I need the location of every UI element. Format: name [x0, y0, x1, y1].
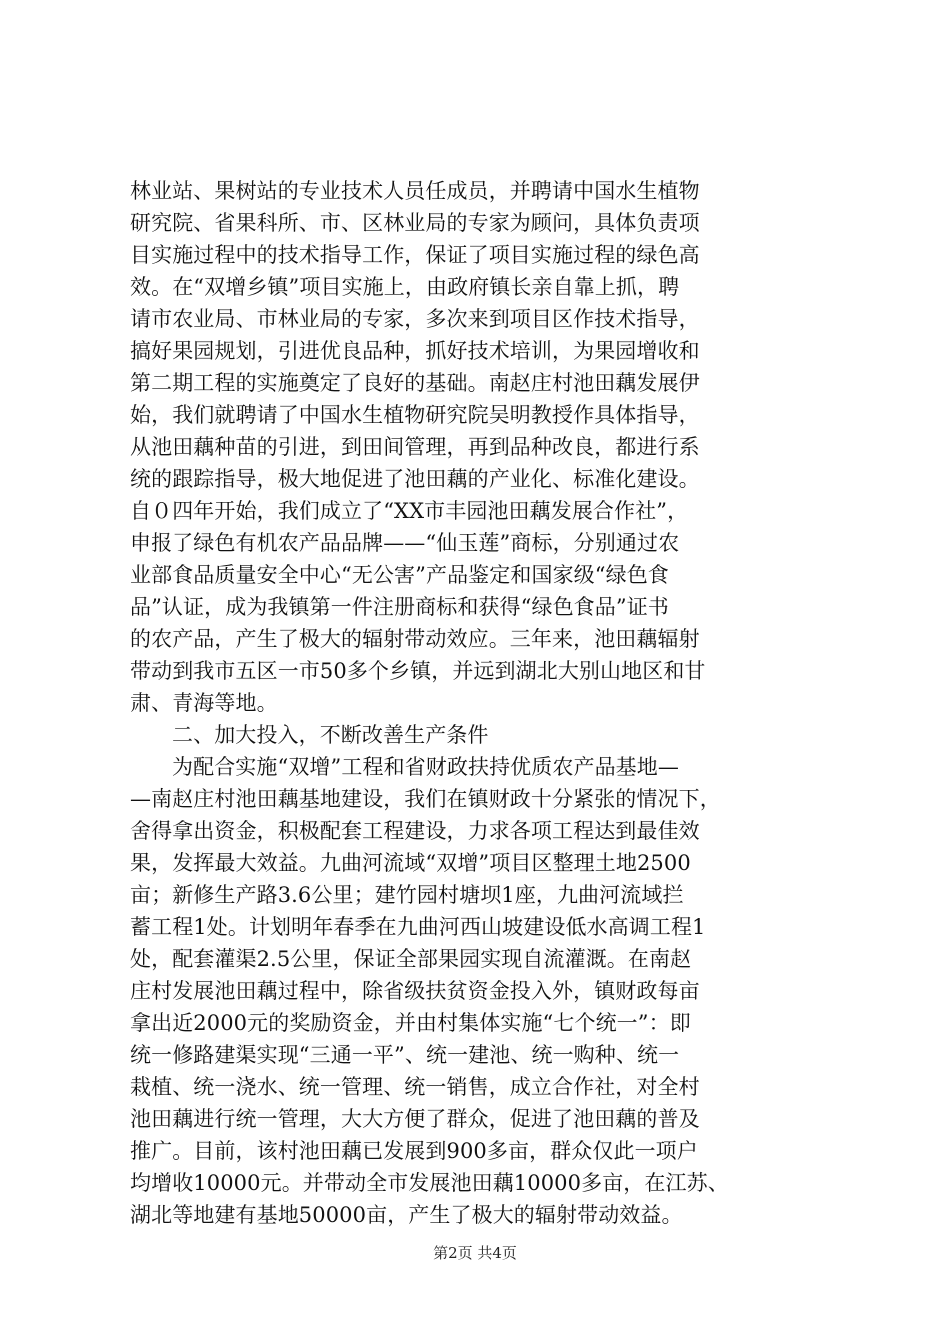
text-line: 的农产品，产生了极大的辐射带动效应。三年来，池田藕辐射: [130, 627, 700, 651]
text-line: 蓄工程1处。计划明年春季在九曲河西山坡建设低水高调工程1: [130, 915, 706, 939]
text-line: 统的跟踪指导，极大地促进了池田藕的产业化、标准化建设。: [130, 467, 700, 491]
text-line: 推广。目前，该村池田藕已发展到900多亩，群众仅此一项户: [130, 1139, 698, 1163]
text-line: 从池田藕种苗的引进，到田间管理，再到品种改良，都进行系: [130, 435, 700, 459]
page-footer: 第2页 共4页: [433, 1244, 517, 1262]
text-line: 拿出近2000元的奖励资金，并由村集体实施“七个统一”：即: [130, 1011, 691, 1035]
text-line: 品”认证，成为我镇第一件注册商标和获得“绿色食品”证书: [130, 595, 669, 619]
body-text: [130, 175, 830, 1231]
text-line: 统一修路建渠实现“三通一平”、统一建池、统一购种、统一: [130, 1043, 680, 1067]
text-line: 效。在“双增乡镇”项目实施上，由政府镇长亲自靠上抓，聘: [130, 275, 680, 299]
text-line: 处，配套灌渠2.5公里，保证全部果园实现自流灌溉。在南赵: [130, 947, 692, 971]
text-line: 研究院、省果科所、市、区林业局的专家为顾问，具体负责项: [130, 211, 700, 235]
text-line: 为配合实施“双增”工程和省财政扶持优质农产品基地—: [172, 755, 679, 779]
text-line: 林业站、果树站的专业技术人员任成员，并聘请中国水生植物: [130, 179, 700, 203]
text-line: —南赵庄村池田藕基地建设，我们在镇财政十分紧张的情况下，: [130, 787, 721, 811]
text-line: 申报了绿色有机农产品品牌——“仙玉莲”商标，分别通过农: [130, 531, 680, 555]
text-line: 带动到我市五区一市50多个乡镇，并远到湖北大别山地区和甘: [130, 659, 706, 683]
text-line: 池田藕进行统一管理，大大方便了群众，促进了池田藕的普及: [130, 1107, 700, 1131]
text-line: 亩；新修生产路3.6公里；建竹园村塘坝1座，九曲河流域拦: [130, 883, 684, 907]
text-line: 第二期工程的实施奠定了良好的基础。南赵庄村池田藕发展伊: [130, 371, 700, 395]
text-line: 请市农业局、市林业局的专家，多次来到项目区作技术指导，: [130, 307, 700, 331]
text-line: 肃、青海等地。: [130, 691, 278, 715]
text-line: 搞好果园规划，引进优良品种，抓好技术培训，为果园增收和: [130, 339, 700, 363]
text-line: 庄村发展池田藕过程中，除省级扶贫资金投入外，镇财政每亩: [130, 979, 700, 1003]
text-line: 目实施过程中的技术指导工作，保证了项目实施过程的绿色高: [130, 243, 700, 267]
text-line: 果，发挥最大效益。九曲河流域“双增”项目区整理土地2500: [130, 851, 691, 875]
text-line: 舍得拿出资金，积极配套工程建设，力求各项工程达到最佳效: [130, 819, 700, 843]
text-line: 自０四年开始，我们成立了“XX市丰园池田藕发展合作社”，: [130, 499, 689, 523]
text-line: 栽植、统一浇水、统一管理、统一销售，成立合作社，对全村: [130, 1075, 700, 1099]
text-line: 均增收10000元。并带动全市发展池田藕10000多亩，在江苏、: [130, 1171, 729, 1195]
text-line: 湖北等地建有基地50000亩，产生了极大的辐射带动效益。: [130, 1203, 683, 1227]
section-heading: 二、加大投入，不断改善生产条件: [172, 723, 489, 747]
text-line: 业部食品质量安全中心“无公害”产品鉴定和国家级“绿色食: [130, 563, 669, 587]
text-line: 始，我们就聘请了中国水生植物研究院吴明教授作具体指导，: [130, 403, 700, 427]
